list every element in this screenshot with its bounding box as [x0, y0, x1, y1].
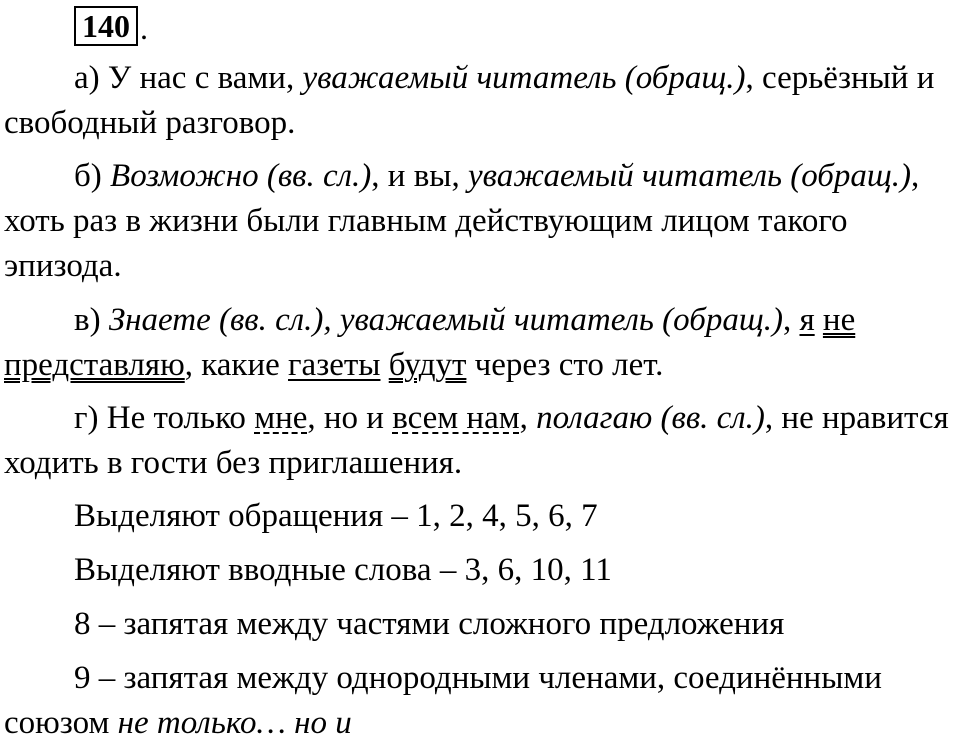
exercise-number	[74, 4, 148, 46]
exercise-number-box: 140	[74, 6, 138, 46]
paragraph-v	[4, 298, 960, 388]
answer-line-complex-sentence: 8 – запятая между частями сложного предложения	[74, 606, 785, 642]
subject-gazety: газеты	[288, 347, 381, 383]
object-mne: мне	[254, 400, 308, 436]
paragraph-v-intro-and-address: Знаете (вв. сл.), уважаемый читатель (обращ.)	[108, 302, 783, 338]
answer-line-homogeneous	[4, 656, 960, 746]
paragraph-b	[4, 154, 960, 289]
paragraph-g-text-3: , не нравится ходить в гости без приглашения.	[4, 400, 949, 481]
paragraph-b-address: уважаемый читатель (обращ.)	[467, 158, 912, 194]
object-vsem-nam: всем нам	[392, 400, 520, 436]
paragraph-b-text-2: , хоть раз в жизни были главным действующим лицом такого эпизода.	[4, 158, 920, 284]
paragraph-b-text: , и вы,	[371, 158, 468, 194]
paragraph-g-intro-word: полагаю (вв. сл.)	[536, 400, 765, 436]
paragraph-a	[4, 56, 960, 146]
answer-line-homogeneous-conjunction: не только… но и	[117, 705, 352, 741]
paragraph-b-intro-word: Возможно (вв. сл.)	[110, 158, 372, 194]
answer-line-homogeneous-text: 9 – запятая между однородными членами, соединёнными союзом	[4, 660, 882, 741]
paragraph-g-comma: ,	[519, 400, 537, 436]
answer-line-intro-words: Выделяют вводные слова – 3, 6, 10, 11	[74, 552, 612, 588]
paragraph-g-text: г) Не только	[74, 400, 255, 436]
predicate-ne-predstavlyayu: не представляю	[4, 302, 856, 383]
answer-line-addresses: Выделяют обращения – 1, 2, 4, 5, 6, 7	[74, 498, 598, 534]
paragraph-g	[4, 396, 960, 486]
paragraph-b-label: б)	[74, 158, 111, 194]
space	[815, 302, 823, 338]
predicate-budut: будут	[388, 347, 467, 383]
paragraph-v-label: в)	[74, 302, 109, 338]
paragraph-a-address: уважаемый читатель (обращ.)	[302, 60, 746, 96]
paragraph-g-text-2: , но и	[307, 400, 393, 436]
paragraph-a-text: а) У нас с вами,	[74, 60, 303, 96]
paragraph-a-text-2: , серьёзный и свободный разговор.	[4, 60, 935, 141]
subject-ya: я	[799, 302, 815, 338]
paragraph-v-text: , какие	[184, 347, 289, 383]
paragraph-v-comma: ,	[782, 302, 800, 338]
exercise-number-dot: .	[140, 10, 148, 46]
space	[380, 347, 388, 383]
paragraph-v-text-2: через сто лет.	[466, 347, 664, 383]
